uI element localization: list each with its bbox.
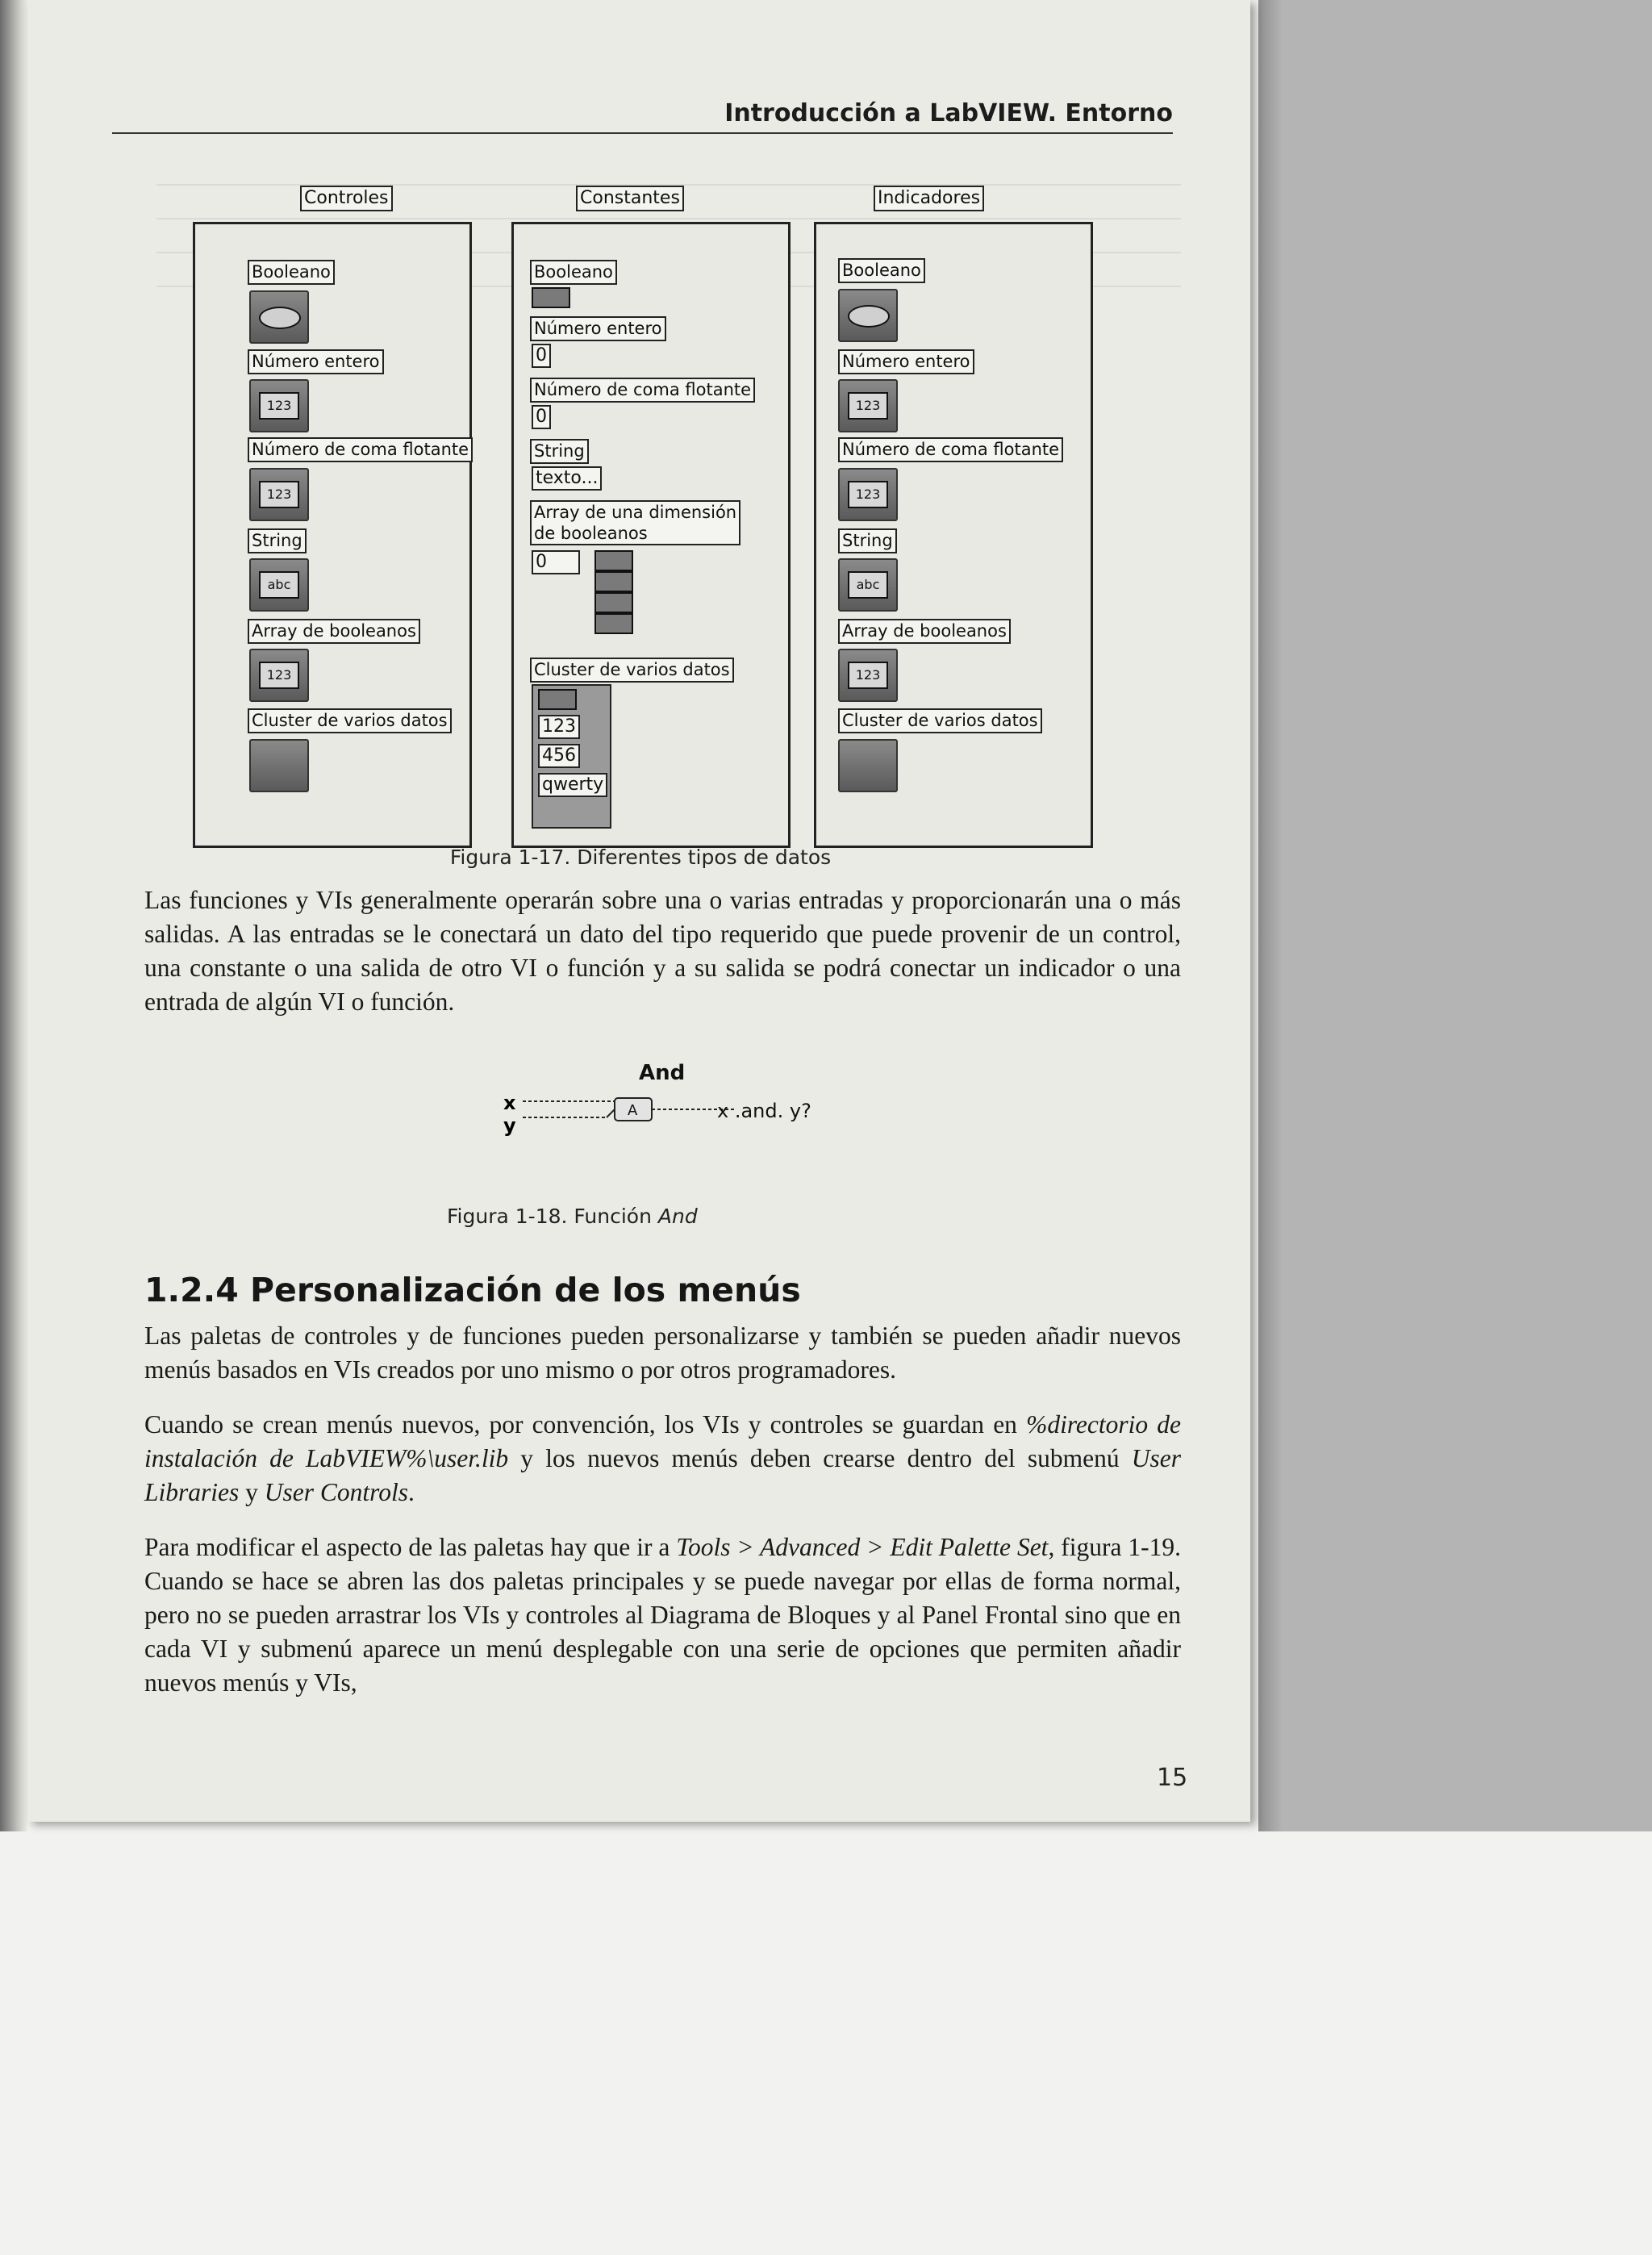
const-label-booleano: Booleano (530, 260, 617, 285)
cluster-terminal-icon (249, 739, 309, 792)
integer-constant-value: 0 (532, 344, 551, 368)
p3-part2: y los nuevos menús deben crearse dentro del submenú (508, 1444, 1132, 1472)
array-terminal-icon: 123 (249, 649, 309, 702)
svg-text:A: A (628, 1102, 638, 1119)
ind-label-string: String (838, 528, 897, 553)
array-indicator-icon: 123 (838, 649, 898, 702)
book-spine (0, 0, 27, 1831)
array-element-icon (594, 613, 633, 634)
p3-italic2: User Libraries (144, 1444, 1181, 1506)
string-constant-value: texto... (532, 466, 602, 491)
figure-data-types (193, 186, 1096, 871)
ind-label-numero-flotante: Número de coma flotante (838, 437, 1063, 462)
p3-part3: y (239, 1478, 265, 1506)
integer-terminal-icon: 123 (249, 379, 309, 432)
figure18-caption-prefix: Figura 1-18. Función (447, 1205, 658, 1228)
const-label-array (530, 500, 740, 545)
label-numero-entero: Número entero (248, 349, 384, 374)
panel-title-constantes: Constantes (576, 186, 684, 211)
integer-indicator-icon: 123 (838, 379, 898, 432)
array-element-icon (594, 571, 633, 592)
input-y-label: y (503, 1114, 516, 1137)
array-index-value: 0 (532, 550, 580, 574)
book-page (27, 0, 1250, 1822)
ind-label-array-booleanos: Array de booleanos (838, 619, 1011, 644)
label-booleano: Booleano (248, 260, 335, 285)
figure18-caption (447, 1205, 850, 1228)
cluster-indicator-icon (838, 739, 898, 792)
string-terminal-icon: abc (249, 558, 309, 612)
array-element-icon (594, 592, 633, 613)
string-indicator-icon: abc (838, 558, 898, 612)
input-x-label: x (503, 1092, 516, 1114)
float-indicator-icon: 123 (838, 468, 898, 521)
label-cluster: Cluster de varios datos (248, 708, 452, 733)
section-heading: 1.2.4 Personalización de los menús (144, 1271, 801, 1309)
float-constant-value: 0 (532, 405, 551, 429)
const-label-entero: Número entero (530, 316, 666, 341)
const-label-flotante: Número de coma flotante (530, 378, 755, 403)
and-gate-icon (518, 1085, 744, 1134)
const-label-cluster: Cluster de varios datos (530, 658, 734, 683)
const-label-string: String (530, 439, 589, 464)
const-label-array-line1: Array de una dimensión (534, 503, 737, 522)
const-label-array-line2: de booleanos (534, 524, 648, 543)
boolean-indicator-icon (838, 289, 898, 342)
figure17-caption: Figura 1-17. Diferentes tipos de datos (449, 846, 832, 869)
p3-part1: Cuando se crean menús nuevos, por convención, los VIs y controles se guardan en (144, 1410, 1027, 1439)
figure-and-function (503, 1061, 842, 1182)
float-terminal-icon: 123 (249, 468, 309, 521)
ind-label-numero-entero: Número entero (838, 349, 974, 374)
p4-part1: Para modificar el aspecto de las paletas hay que ir a (144, 1533, 677, 1561)
p4-italic1: Tools > Advanced > Edit Palette Set (676, 1533, 1049, 1561)
ind-label-booleano: Booleano (838, 258, 925, 283)
page-number: 15 (1157, 1764, 1188, 1792)
paragraph-edit-palette (144, 1530, 1181, 1700)
p3-italic3: User Controls (264, 1478, 409, 1506)
paragraph-new-menus (144, 1408, 1181, 1510)
label-string: String (248, 528, 307, 553)
cluster-value-2: 456 (538, 744, 580, 768)
p3-part4: . (408, 1478, 415, 1506)
cluster-value-3: qwerty (538, 773, 607, 797)
paragraph-palettes: Las paletas de controles y de funciones pueden personalizarse y también se pueden añadir nuevos menús basados en VIs creados por uno mismo o por otros programadores. (144, 1322, 1181, 1384)
and-title: And (639, 1061, 686, 1085)
panel-controles (193, 222, 472, 848)
array-element-icon (594, 550, 633, 571)
and-output-label: x .and. y? (717, 1100, 811, 1122)
label-array-booleanos: Array de booleanos (248, 619, 420, 644)
paragraph-functions: Las funciones y VIs generalmente operarán sobre una o varias entradas y proporcionarán una o más salidas. A las entradas se le conectará un dato del tipo requerido que puede provenir de un control, una constante o una salida de otro VI o función y a su salida se podrá conectar un indicador o una entrada de algún VI o función. (144, 886, 1181, 1016)
panel-title-controles: Controles (300, 186, 393, 211)
boolean-terminal-icon (249, 290, 309, 344)
ind-label-cluster: Cluster de varios datos (838, 708, 1042, 733)
boolean-constant-icon (532, 287, 570, 308)
p3-italic1: %directorio de instalación de LabVIEW%\user.lib (144, 1410, 1182, 1472)
running-header: Introducción a LabVIEW. Entorno (112, 95, 1173, 134)
figure18-caption-italic: And (657, 1205, 698, 1228)
cluster-boolean-icon (538, 689, 577, 710)
panel-title-indicadores: Indicadores (874, 186, 984, 211)
scan-background (1258, 0, 1652, 1831)
cluster-value-1: 123 (538, 715, 580, 739)
p4-part2: , figura 1-19. Cuando se hace se abren las dos paletas principales y se puede navegar por ellas de forma normal, pero no se pueden arrastrar los VIs y controles al Diagrama de Bloques y al Panel Frontal sino que en cada VI y submenú aparece un menú desplegable con una serie de opciones que permiten añadir nuevos menús y VIs, (144, 1533, 1182, 1697)
label-numero-flotante: Número de coma flotante (248, 437, 473, 462)
